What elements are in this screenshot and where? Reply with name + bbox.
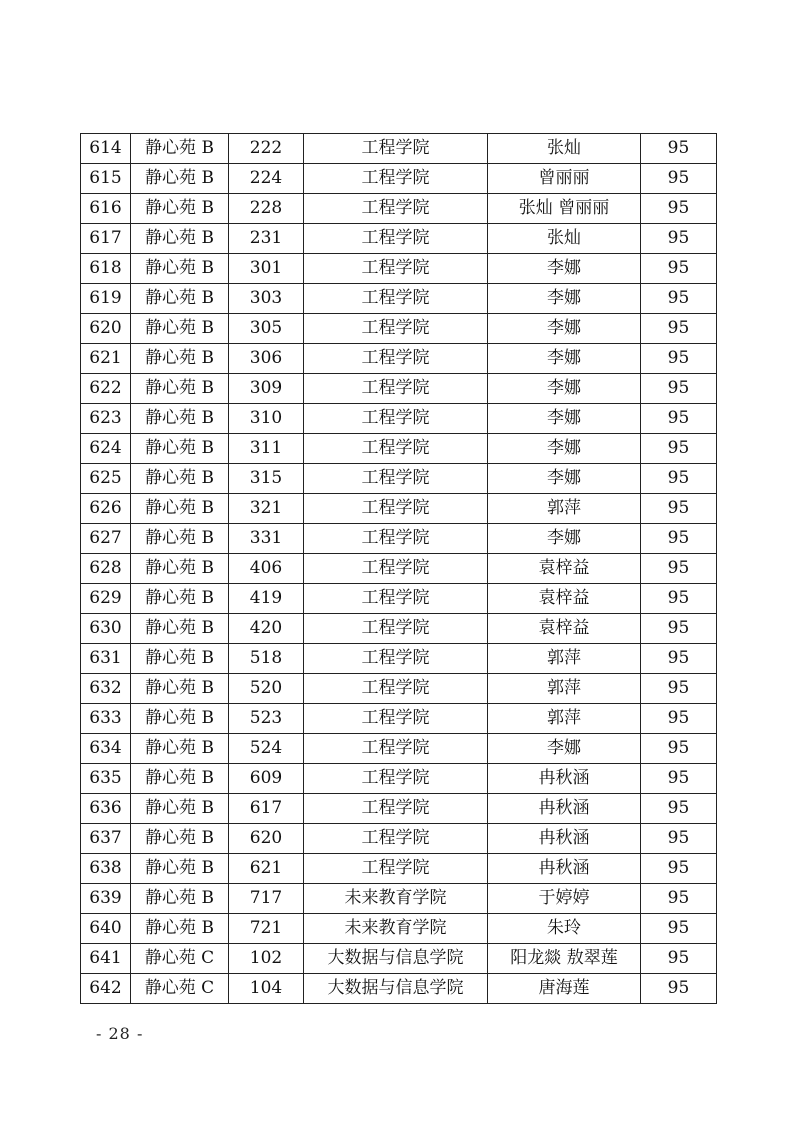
row-number-cell: 614: [81, 134, 131, 164]
room-number-cell: 524: [229, 734, 304, 764]
responsible-person-cell: 张灿 曾丽丽: [488, 194, 641, 224]
room-number-cell: 621: [229, 854, 304, 884]
score-cell: 95: [641, 824, 717, 854]
table-row: [81, 704, 717, 734]
score-cell: 95: [641, 854, 717, 884]
college-cell: 工程学院: [304, 374, 488, 404]
building-cell: 静心苑 B: [131, 764, 229, 794]
college-cell: 工程学院: [304, 704, 488, 734]
college-cell: 未来教育学院: [304, 884, 488, 914]
row-number-cell: 631: [81, 644, 131, 674]
responsible-person-cell: 冉秋涵: [488, 794, 641, 824]
score-cell: 95: [641, 944, 717, 974]
table-row: [81, 584, 717, 614]
responsible-person-cell: 李娜: [488, 434, 641, 464]
college-cell: 工程学院: [304, 764, 488, 794]
score-cell: 95: [641, 464, 717, 494]
college-cell: 大数据与信息学院: [304, 974, 488, 1004]
row-number-cell: 636: [81, 794, 131, 824]
responsible-person-cell: 李娜: [488, 314, 641, 344]
room-number-cell: 102: [229, 944, 304, 974]
table-row: [81, 914, 717, 944]
building-cell: 静心苑 B: [131, 464, 229, 494]
building-cell: 静心苑 B: [131, 134, 229, 164]
score-cell: 95: [641, 164, 717, 194]
table-row: [81, 884, 717, 914]
room-number-cell: 309: [229, 374, 304, 404]
college-cell: 工程学院: [304, 644, 488, 674]
row-number-cell: 632: [81, 674, 131, 704]
row-number-cell: 622: [81, 374, 131, 404]
row-number-cell: 629: [81, 584, 131, 614]
score-cell: 95: [641, 194, 717, 224]
score-cell: 95: [641, 404, 717, 434]
college-cell: 工程学院: [304, 674, 488, 704]
row-number-cell: 621: [81, 344, 131, 374]
row-number-cell: 627: [81, 524, 131, 554]
score-cell: 95: [641, 884, 717, 914]
responsible-person-cell: 张灿: [488, 224, 641, 254]
score-cell: 95: [641, 434, 717, 464]
row-number-cell: 615: [81, 164, 131, 194]
room-number-cell: 609: [229, 764, 304, 794]
room-number-cell: 228: [229, 194, 304, 224]
room-number-cell: 419: [229, 584, 304, 614]
responsible-person-cell: 李娜: [488, 734, 641, 764]
table-body: [81, 134, 717, 1004]
room-number-cell: 222: [229, 134, 304, 164]
row-number-cell: 626: [81, 494, 131, 524]
building-cell: 静心苑 B: [131, 494, 229, 524]
table-row: [81, 464, 717, 494]
responsible-person-cell: 李娜: [488, 404, 641, 434]
table-row: [81, 644, 717, 674]
score-cell: 95: [641, 584, 717, 614]
building-cell: 静心苑 B: [131, 704, 229, 734]
college-cell: 工程学院: [304, 224, 488, 254]
row-number-cell: 635: [81, 764, 131, 794]
responsible-person-cell: 郭萍: [488, 704, 641, 734]
responsible-person-cell: 李娜: [488, 374, 641, 404]
row-number-cell: 620: [81, 314, 131, 344]
college-cell: 工程学院: [304, 254, 488, 284]
room-number-cell: 315: [229, 464, 304, 494]
responsible-person-cell: 郭萍: [488, 644, 641, 674]
row-number-cell: 638: [81, 854, 131, 884]
building-cell: 静心苑 B: [131, 374, 229, 404]
score-cell: 95: [641, 554, 717, 584]
row-number-cell: 623: [81, 404, 131, 434]
college-cell: 工程学院: [304, 524, 488, 554]
score-cell: 95: [641, 374, 717, 404]
table-row: [81, 944, 717, 974]
responsible-person-cell: 于婷婷: [488, 884, 641, 914]
room-number-cell: 331: [229, 524, 304, 554]
score-cell: 95: [641, 734, 717, 764]
row-number-cell: 628: [81, 554, 131, 584]
responsible-person-cell: 冉秋涵: [488, 764, 641, 794]
score-cell: 95: [641, 494, 717, 524]
room-number-cell: 311: [229, 434, 304, 464]
score-cell: 95: [641, 224, 717, 254]
row-number-cell: 625: [81, 464, 131, 494]
college-cell: 工程学院: [304, 734, 488, 764]
college-cell: 工程学院: [304, 284, 488, 314]
college-cell: 工程学院: [304, 824, 488, 854]
row-number-cell: 639: [81, 884, 131, 914]
building-cell: 静心苑 B: [131, 224, 229, 254]
building-cell: 静心苑 C: [131, 944, 229, 974]
responsible-person-cell: 袁梓益: [488, 614, 641, 644]
room-number-cell: 518: [229, 644, 304, 674]
room-number-cell: 717: [229, 884, 304, 914]
responsible-person-cell: 袁梓益: [488, 584, 641, 614]
college-cell: 工程学院: [304, 464, 488, 494]
college-cell: 未来教育学院: [304, 914, 488, 944]
table-row: [81, 134, 717, 164]
responsible-person-cell: 阳龙燚 敖翠莲: [488, 944, 641, 974]
responsible-person-cell: 张灿: [488, 134, 641, 164]
row-number-cell: 616: [81, 194, 131, 224]
responsible-person-cell: 李娜: [488, 344, 641, 374]
college-cell: 工程学院: [304, 794, 488, 824]
room-number-cell: 420: [229, 614, 304, 644]
room-number-cell: 231: [229, 224, 304, 254]
room-number-cell: 306: [229, 344, 304, 374]
responsible-person-cell: 袁梓益: [488, 554, 641, 584]
score-cell: 95: [641, 644, 717, 674]
college-cell: 工程学院: [304, 854, 488, 884]
room-number-cell: 305: [229, 314, 304, 344]
row-number-cell: 618: [81, 254, 131, 284]
score-cell: 95: [641, 614, 717, 644]
score-cell: 95: [641, 794, 717, 824]
score-cell: 95: [641, 344, 717, 374]
responsible-person-cell: 冉秋涵: [488, 854, 641, 884]
college-cell: 工程学院: [304, 194, 488, 224]
table-row: [81, 194, 717, 224]
table-row: [81, 254, 717, 284]
table-row: [81, 614, 717, 644]
row-number-cell: 633: [81, 704, 131, 734]
row-number-cell: 637: [81, 824, 131, 854]
responsible-person-cell: 李娜: [488, 284, 641, 314]
room-number-cell: 406: [229, 554, 304, 584]
row-number-cell: 619: [81, 284, 131, 314]
table-row: [81, 764, 717, 794]
table-row: [81, 554, 717, 584]
college-cell: 工程学院: [304, 404, 488, 434]
table-row: [81, 344, 717, 374]
room-number-cell: 224: [229, 164, 304, 194]
college-cell: 工程学院: [304, 554, 488, 584]
score-cell: 95: [641, 134, 717, 164]
table-row: [81, 404, 717, 434]
room-number-cell: 721: [229, 914, 304, 944]
table-row: [81, 794, 717, 824]
room-number-cell: 310: [229, 404, 304, 434]
room-number-cell: 620: [229, 824, 304, 854]
score-cell: 95: [641, 254, 717, 284]
row-number-cell: 624: [81, 434, 131, 464]
table-row: [81, 824, 717, 854]
building-cell: 静心苑 B: [131, 194, 229, 224]
row-number-cell: 630: [81, 614, 131, 644]
building-cell: 静心苑 B: [131, 344, 229, 374]
responsible-person-cell: 李娜: [488, 524, 641, 554]
building-cell: 静心苑 B: [131, 164, 229, 194]
score-cell: 95: [641, 314, 717, 344]
building-cell: 静心苑 B: [131, 674, 229, 704]
row-number-cell: 641: [81, 944, 131, 974]
table-row: [81, 854, 717, 884]
score-cell: 95: [641, 764, 717, 794]
table-row: [81, 674, 717, 704]
building-cell: 静心苑 C: [131, 974, 229, 1004]
responsible-person-cell: 郭萍: [488, 494, 641, 524]
building-cell: 静心苑 B: [131, 794, 229, 824]
college-cell: 工程学院: [304, 494, 488, 524]
table-row: [81, 974, 717, 1004]
college-cell: 工程学院: [304, 614, 488, 644]
responsible-person-cell: 李娜: [488, 254, 641, 284]
table-row: [81, 374, 717, 404]
score-cell: 95: [641, 524, 717, 554]
table-row: [81, 314, 717, 344]
building-cell: 静心苑 B: [131, 884, 229, 914]
building-cell: 静心苑 B: [131, 524, 229, 554]
score-cell: 95: [641, 674, 717, 704]
responsible-person-cell: 李娜: [488, 464, 641, 494]
row-number-cell: 642: [81, 974, 131, 1004]
college-cell: 工程学院: [304, 434, 488, 464]
building-cell: 静心苑 B: [131, 404, 229, 434]
responsible-person-cell: 朱玲: [488, 914, 641, 944]
college-cell: 大数据与信息学院: [304, 944, 488, 974]
building-cell: 静心苑 B: [131, 614, 229, 644]
responsible-person-cell: 郭萍: [488, 674, 641, 704]
room-number-cell: 617: [229, 794, 304, 824]
building-cell: 静心苑 B: [131, 824, 229, 854]
college-cell: 工程学院: [304, 314, 488, 344]
room-number-cell: 523: [229, 704, 304, 734]
building-cell: 静心苑 B: [131, 434, 229, 464]
responsible-person-cell: 唐海莲: [488, 974, 641, 1004]
building-cell: 静心苑 B: [131, 284, 229, 314]
score-cell: 95: [641, 914, 717, 944]
building-cell: 静心苑 B: [131, 254, 229, 284]
score-cell: 95: [641, 284, 717, 314]
room-number-cell: 104: [229, 974, 304, 1004]
room-number-cell: 321: [229, 494, 304, 524]
table-row: [81, 284, 717, 314]
building-cell: 静心苑 B: [131, 554, 229, 584]
dorm-inspection-table: [80, 133, 717, 1004]
responsible-person-cell: 冉秋涵: [488, 824, 641, 854]
table-row: [81, 524, 717, 554]
college-cell: 工程学院: [304, 584, 488, 614]
row-number-cell: 640: [81, 914, 131, 944]
score-cell: 95: [641, 704, 717, 734]
table-row: [81, 494, 717, 524]
row-number-cell: 634: [81, 734, 131, 764]
college-cell: 工程学院: [304, 134, 488, 164]
row-number-cell: 617: [81, 224, 131, 254]
college-cell: 工程学院: [304, 344, 488, 374]
building-cell: 静心苑 B: [131, 914, 229, 944]
room-number-cell: 520: [229, 674, 304, 704]
score-cell: 95: [641, 974, 717, 1004]
table-row: [81, 164, 717, 194]
table-row: [81, 434, 717, 464]
building-cell: 静心苑 B: [131, 734, 229, 764]
building-cell: 静心苑 B: [131, 584, 229, 614]
building-cell: 静心苑 B: [131, 854, 229, 884]
building-cell: 静心苑 B: [131, 644, 229, 674]
table-row: [81, 734, 717, 764]
page-number: - 28 -: [96, 1024, 144, 1043]
table-row: [81, 224, 717, 254]
college-cell: 工程学院: [304, 164, 488, 194]
building-cell: 静心苑 B: [131, 314, 229, 344]
room-number-cell: 303: [229, 284, 304, 314]
room-number-cell: 301: [229, 254, 304, 284]
responsible-person-cell: 曾丽丽: [488, 164, 641, 194]
